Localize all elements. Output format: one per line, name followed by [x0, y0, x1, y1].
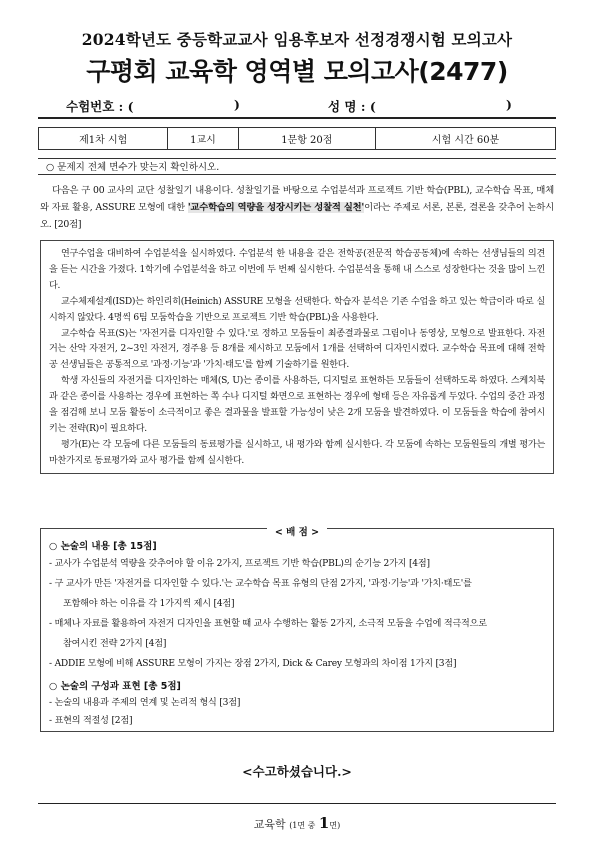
exam-info-table [38, 127, 556, 150]
scoring-item: - ADDIE 모형에 비해 ASSURE 모형이 가지는 장점 2가지, Dick & Carey 모형과의 차이점 1가지 [3점] [49, 659, 457, 669]
exam-points-cell: 1문항 20점 [238, 128, 375, 150]
scoring-criteria-box [40, 528, 554, 732]
scoring-title [41, 520, 553, 539]
scoring-item: - 논술의 내용과 주제의 연계 및 논리적 형식 [3점] [49, 698, 241, 708]
page-count-notice: ○ 문제지 전체 면수가 맞는지 확인하시오. [38, 158, 556, 175]
prompt-text-before: 다음은 구 00 교사의 교단 성찰일기 내용이다. 성찰일기를 바탕으로 수업분석과 프로젝트 기반 학습(PBL), 교수학습 목표, 매체와 자료 활용, ASSURE 모형에 대한 [40, 185, 554, 213]
scoring-item: - 매체나 자료를 활용하여 자전거 디자인을 표현할 때 교사 수행하는 활동 2가지, 소극적 모둠을 수업에 적극적으로 [49, 619, 487, 629]
expression-section-heading: ○ 논술의 구성과 표현 [총 5점] [49, 681, 181, 692]
closing-message: <수고하셨습니다.> [242, 764, 352, 779]
footer-page-prefix: (1면 중 [289, 821, 316, 830]
journal-paragraph: 평가(E)는 각 모둠에 다른 모둠들의 동료평가를 실시하고, 내 평가와 함께 실시한다. 각 모둠에 속하는 모둠원들의 개별 평가는 마찬가지로 동료평가와 교사 평가를 함께 실시한다. [49, 439, 545, 466]
exam-number-label: 수험번호 : ( [66, 99, 134, 114]
scoring-item: - 교사가 수업분석 역량을 갖추어야 할 이유 2가지, 프로젝트 기반 학습(PBL)의 순기능 2가지 [4점] [49, 559, 430, 569]
journal-paragraph: 학생 자신들의 자전거를 디자인하는 매체(S, U)는 종이를 사용하든, 디지털로 표현하든 모둠들이 선택하도록 하였다. 스케치북과 같은 종이를 사용하는 경우에 표현하는 쪽 수나 디지털 화면으로 표현하는 경우에 형태 등은 자유롭게 두었다. 수업의 중간 과정을 점검해 보니 모둠 활동이 소극적이고 좋은 결과물을 발표할 가능성이 낮은 2개 모둠을 발견하였다. 이 모둠들을 학습에 참여시키는 전략(R)이 필요하다. [49, 376, 545, 434]
footer-page-number: 1 [318, 814, 330, 832]
scoring-item: - 구 교사가 만든 '자전거를 디자인할 수 있다.'는 교수학습 목표 유형의 단점 2가지, '과정·기능'과 '가치·태도'를 [49, 579, 472, 589]
question-prompt [40, 183, 554, 233]
reflection-journal-box [40, 240, 554, 474]
footer-divider [38, 803, 556, 804]
exam-session-cell: 제1차 시험 [39, 128, 168, 150]
name-label: 성 명 : ( [328, 99, 376, 114]
exam-number-close: ) [234, 97, 240, 112]
scoring-item-continuation: 포함해야 하는 이유를 각 1가지씩 제시 [4점] [63, 599, 235, 609]
exam-period-cell: 1교시 [168, 128, 238, 150]
journal-paragraph: 교수체제설계(ISD)는 하인리히(Heinich) ASSURE 모형을 선택한다. 학습자 분석은 기존 수업을 하고 있는 학급이라 따로 실시하지 않았다. 4명씩 6팀 모둠학습을 기반으로 프로젝트 기반 학습(PBL)을 사용한다. [49, 296, 545, 323]
header-divider [38, 117, 556, 119]
footer-subject: 교육학 [253, 818, 286, 831]
name-close: ) [506, 97, 512, 112]
journal-paragraph: 교수학습 목표(S)는 '자전거를 디자인할 수 있다.'로 정하고 모둠들이 최종결과물로 그림이나 동영상, 모형으로 발표한다. 자전거는 산악 자전거, 2~3인 자전거, 경주용 등 8개를 제시하고 모둠에서 1개를 선택하여 디자인시켰다. 교수학습 목표에 대해 전학공 선생님들은 공통적으로 '과정·기능'과 '가치·태도'를 함께 기술하기를 원한다. [49, 328, 545, 371]
scoring-title-text: < 배 점 > [267, 527, 327, 538]
exam-time-cell: 시험 시간 60분 [376, 128, 556, 150]
prompt-text-after: 이라는 주제로 서론, 본론, 결론을 갖추어 논하시오. [20점] [40, 201, 554, 230]
content-section-heading: ○ 논술의 내용 [총 15점] [49, 541, 157, 552]
scoring-item: - 표현의 적절성 [2점] [49, 716, 133, 726]
journal-paragraph: 연구수업을 대비하여 수업분석을 실시하였다. 수업분석 한 내용을 같은 전학공(전문적 학습공동체)에 속하는 선생님들의 의견을 듣는 시간을 가졌다. 1학기에 수업분석을 하고 이번에 두 번째 실시한다. 수업분석을 통해 내 스스로 성장한다는 것을 많이 느낀다. [49, 249, 545, 291]
page-title: 구평회 교육학 영역별 모의고사(2477) [86, 57, 508, 86]
scoring-item-continuation: 참여시킨 전략 2가지 [4점] [63, 639, 167, 649]
exam-header-line: 2024학년도 중등학교교사 임용후보자 선정경쟁시험 모의고사 [81, 30, 513, 49]
page-footer [0, 814, 594, 832]
prompt-topic-highlight: '교수학습의 역량을 성장시키는 성찰적 실천' [187, 201, 365, 213]
footer-page-suffix: 면) [329, 821, 341, 830]
